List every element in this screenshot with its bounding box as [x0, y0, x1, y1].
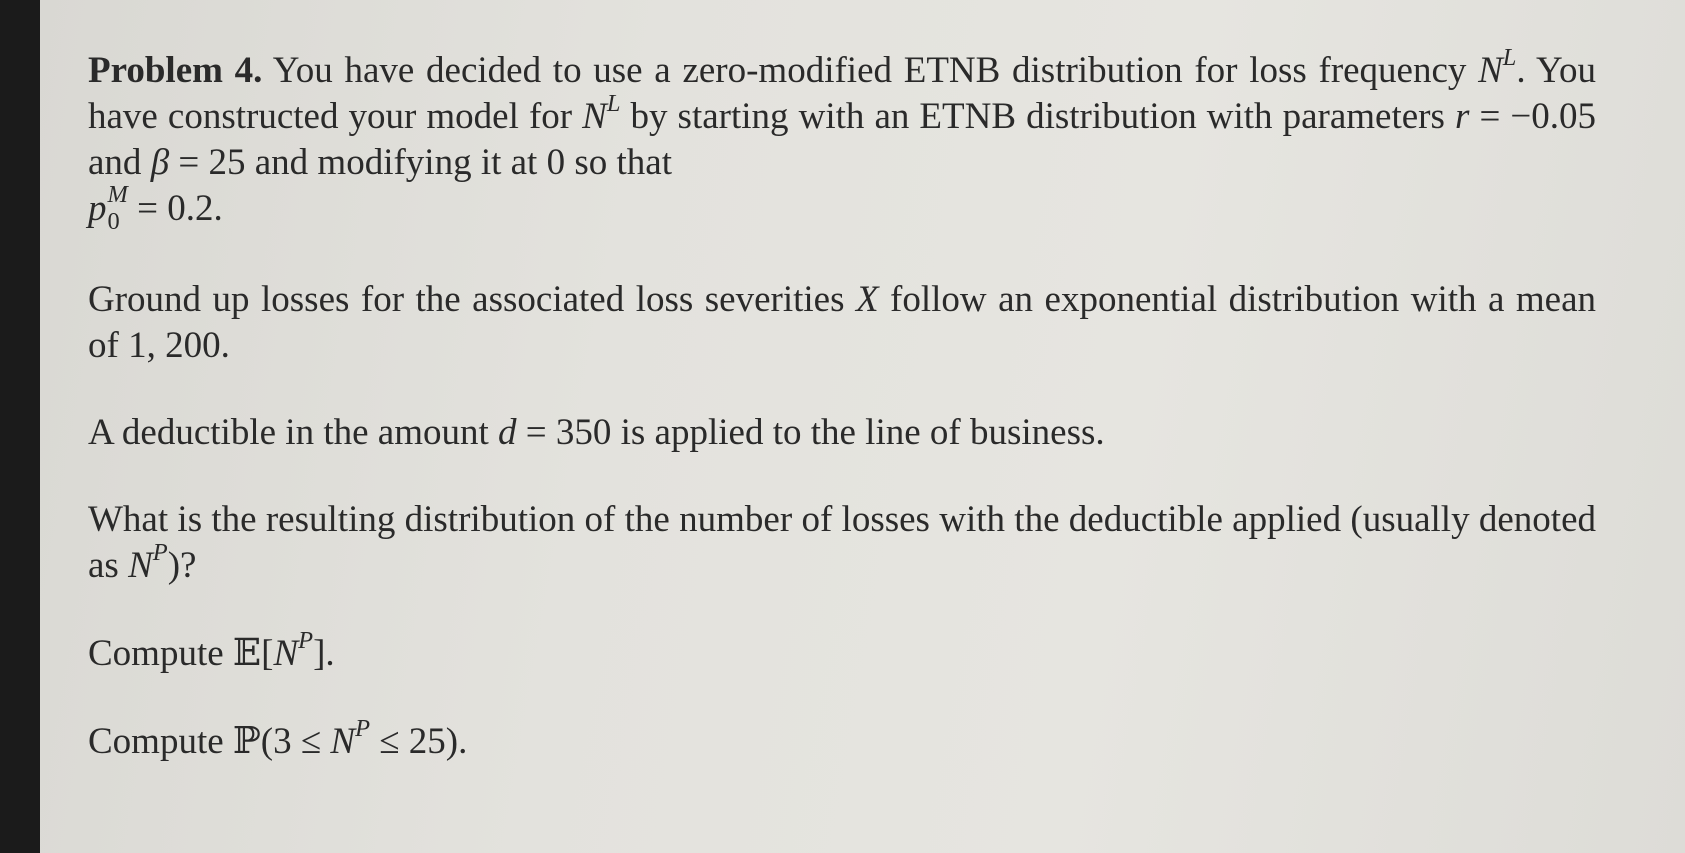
sup-P: P	[355, 714, 370, 742]
var-N: N	[128, 544, 153, 586]
text-segment: What is the resulting distribution of the number of losses with the deductible applied (usually denoted as	[88, 498, 1596, 586]
sub-0: 0	[107, 207, 120, 235]
sup-L: L	[606, 90, 621, 118]
text-segment: = 350 is applied to the line of business.	[516, 411, 1105, 453]
var-N: N	[330, 720, 356, 762]
text-segment: Compute	[88, 720, 233, 762]
text-segment: = 25 and modifying it at 0 so that	[169, 142, 672, 183]
var-N: N	[1478, 50, 1503, 91]
expectation-symbol: 𝔼	[232, 630, 262, 674]
text-segment: = 0.2.	[127, 188, 223, 229]
text-segment: A deductible in the amount	[88, 411, 498, 453]
paragraph-setup	[88, 44, 1596, 236]
problem-sheet	[40, 0, 1685, 853]
var-p: p	[88, 188, 107, 229]
var-r: r	[1454, 96, 1470, 137]
text-segment: You have decided to use a zero-modified ETNB distribution for loss frequency	[262, 50, 1479, 91]
sup-P: P	[152, 538, 168, 566]
text-segment: (3 ≤	[260, 720, 331, 762]
sup-M: M	[107, 181, 128, 209]
var-N: N	[582, 96, 607, 137]
text-segment: ≤ 25).	[370, 720, 468, 762]
probability-symbol: ℙ	[232, 718, 261, 762]
text-segment: = −0.05 and	[88, 96, 1596, 183]
paragraph-compute-expectation	[88, 626, 1596, 677]
var-X: X	[855, 278, 879, 320]
text-segment: Compute	[88, 632, 233, 674]
text-segment: Ground up losses for the associated loss severities	[88, 278, 856, 320]
text-segment: by starting with an ETNB distribution with parameters	[620, 96, 1455, 137]
text-segment: follow an exponential distribution with a mean of 1, 200.	[88, 278, 1597, 366]
paragraph-question	[88, 497, 1596, 589]
text-segment: [	[261, 632, 274, 674]
problem-text	[88, 44, 1597, 806]
var-N: N	[273, 632, 299, 674]
paragraph-severity	[88, 277, 1596, 369]
text-segment: . You have constructed your model for	[88, 50, 1596, 137]
var-beta: β	[150, 142, 170, 183]
problem-label: Problem 4.	[88, 50, 263, 91]
p-sub-sup	[107, 181, 128, 235]
sup-P: P	[298, 626, 314, 654]
sup-L: L	[1502, 44, 1517, 72]
paragraph-compute-probability	[88, 714, 1596, 765]
paragraph-deductible	[88, 410, 1596, 456]
var-d: d	[498, 411, 517, 453]
text-segment: )?	[167, 544, 197, 586]
text-segment: ].	[313, 632, 335, 674]
